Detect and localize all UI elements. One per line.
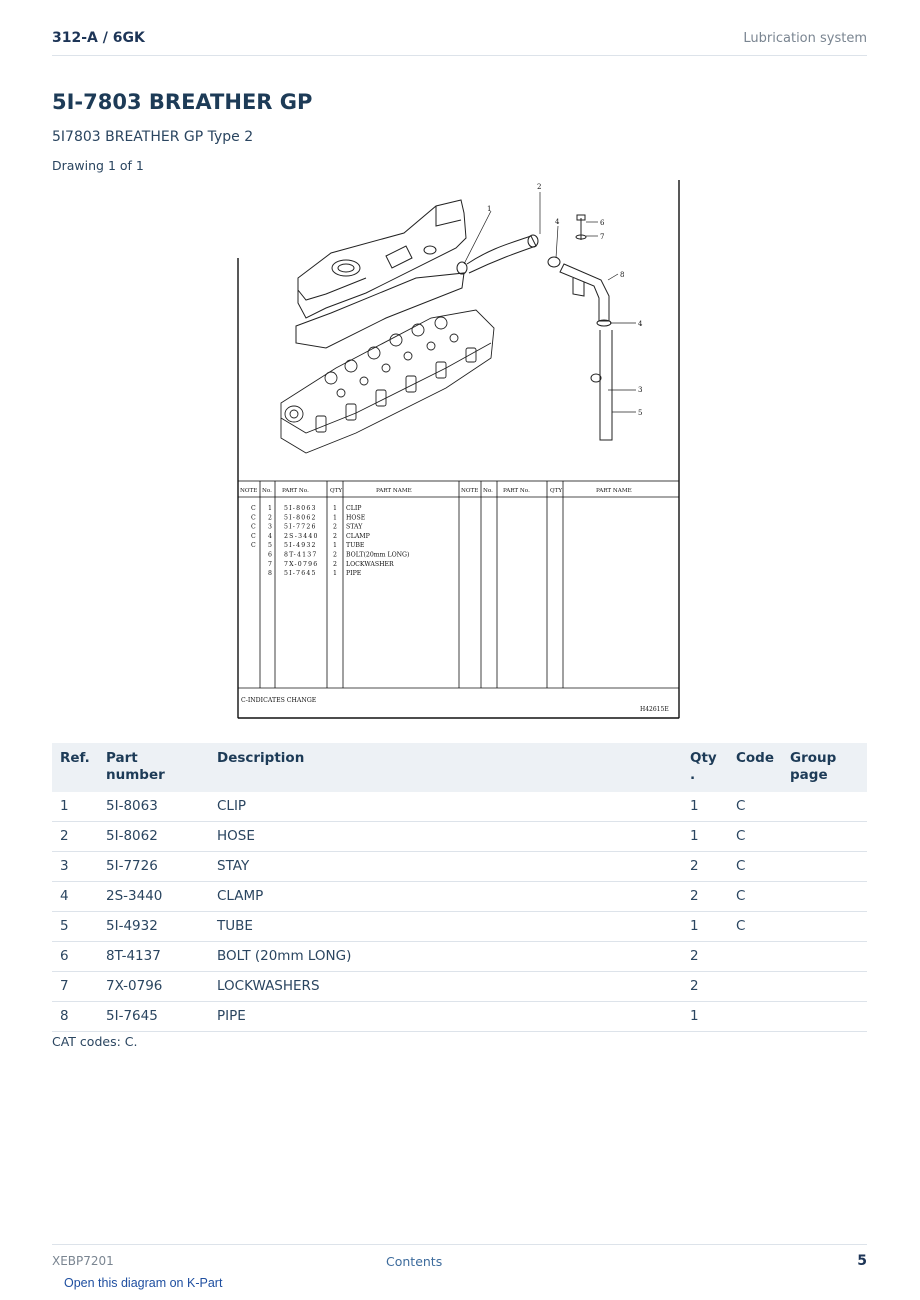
description-cell: LOCKWASHERS <box>209 972 682 1002</box>
svg-text:No.: No. <box>262 488 272 494</box>
ref-cell: 5 <box>52 912 98 942</box>
drawing-row-no: 4 <box>268 532 272 540</box>
group-page-cell <box>782 852 867 882</box>
qty-cell: 1 <box>682 1002 728 1032</box>
qty-cell: 1 <box>682 822 728 852</box>
drawing-row-qty: 2 <box>333 551 337 559</box>
parts-table-header <box>52 743 867 792</box>
section-label: Lubrication system <box>743 31 867 46</box>
col-group-page: Group page <box>782 743 867 792</box>
drawing-row-part: 8T-4137 <box>284 551 318 559</box>
breather-hose-illustration <box>457 235 560 274</box>
callout-8: 8 <box>620 271 625 279</box>
cat-codes-note: CAT codes: C. <box>52 1034 138 1049</box>
callout-6: 6 <box>600 219 605 227</box>
code-cell: C <box>728 822 782 852</box>
drawing-row-qty: 1 <box>333 542 337 550</box>
drawing-row-qty: 1 <box>333 505 337 512</box>
drawing-row-name: HOSE <box>346 514 366 522</box>
parts-table <box>52 743 867 1032</box>
part-number-cell: 5I-7645 <box>98 1002 209 1032</box>
callout-numbers <box>487 183 643 417</box>
description-cell: CLIP <box>209 792 682 822</box>
ref-cell: 7 <box>52 972 98 1002</box>
drawing-row-note: C <box>251 532 256 540</box>
drawing-row-part: 5I-7645 <box>284 570 317 578</box>
code-cell: C <box>728 912 782 942</box>
ref-cell: 1 <box>52 792 98 822</box>
code-cell <box>728 972 782 1002</box>
qty-cell: 1 <box>682 912 728 942</box>
drawing-row-no: 3 <box>268 523 272 531</box>
callout-4b: 4 <box>638 320 643 328</box>
drawing-row-qty: 1 <box>333 570 337 578</box>
table-row <box>52 912 867 942</box>
description-cell: HOSE <box>209 822 682 852</box>
diagram-frame <box>238 180 679 718</box>
page-number: 5 <box>857 1253 867 1269</box>
callout-4a: 4 <box>555 218 560 226</box>
drawing-row-part: 7X-0796 <box>284 560 319 568</box>
group-page-cell <box>782 972 867 1002</box>
part-number-cell: 7X-0796 <box>98 972 209 1002</box>
ref-cell: 3 <box>52 852 98 882</box>
drawing-row-part: 5I-4932 <box>284 542 317 550</box>
drawing-row-qty: 2 <box>333 523 337 531</box>
code-cell: C <box>728 852 782 882</box>
col-code: Code <box>728 743 782 792</box>
drawing-row-name: PIPE <box>346 570 362 578</box>
drawing-id: H42615E <box>640 706 669 713</box>
svg-text:PART NAME: PART NAME <box>376 488 412 494</box>
drawing-row-name: BOLT(20mm LONG) <box>346 551 410 559</box>
description-cell: STAY <box>209 852 682 882</box>
svg-text:NOTE: NOTE <box>240 488 258 494</box>
group-page-cell <box>782 942 867 972</box>
col-description: Description <box>209 743 682 792</box>
drawing-row-qty: 1 <box>333 514 337 522</box>
callout-3: 3 <box>638 386 643 394</box>
group-page-cell <box>782 792 867 822</box>
drawing-row-part: 2S-3440 <box>284 532 319 540</box>
col-part-number: Part number <box>98 743 209 792</box>
drawing-row-no: 7 <box>268 560 272 568</box>
qty-cell: 1 <box>682 792 728 822</box>
drawing-row-part: 5I-8063 <box>284 505 317 512</box>
ref-cell: 8 <box>52 1002 98 1032</box>
drawing-row-no: 2 <box>268 514 272 522</box>
part-number-cell: 5I-4932 <box>98 912 209 942</box>
description-cell: PIPE <box>209 1002 682 1032</box>
drawing-row-no: 5 <box>268 542 272 550</box>
drawing-row-name: TUBE <box>346 542 365 550</box>
table-row <box>52 1002 867 1032</box>
part-number-cell: 5I-8062 <box>98 822 209 852</box>
callout-leaders <box>464 192 636 412</box>
part-number-cell: 5I-8063 <box>98 792 209 822</box>
change-note: C-INDICATES CHANGE <box>241 697 317 704</box>
col-qty: Qty . <box>682 743 728 792</box>
svg-text:QTY: QTY <box>330 488 343 494</box>
description-cell: TUBE <box>209 912 682 942</box>
description-cell: CLAMP <box>209 882 682 912</box>
part-number-cell: 5I-7726 <box>98 852 209 882</box>
drawing-row-no: 6 <box>268 551 272 559</box>
part-number-cell: 2S-3440 <box>98 882 209 912</box>
table-row <box>52 972 867 1002</box>
cylinder-head-illustration <box>281 310 494 453</box>
model-label: 312-A / 6GK <box>52 30 145 46</box>
description-cell: BOLT (20mm LONG) <box>209 942 682 972</box>
rocker-cover-illustration <box>296 200 466 348</box>
group-page-cell <box>782 882 867 912</box>
drawing-row-qty: 2 <box>333 532 337 540</box>
code-cell <box>728 942 782 972</box>
callout-5: 5 <box>638 409 643 417</box>
table-row <box>52 792 867 822</box>
page-title: 5I-7803 BREATHER GP <box>52 90 313 114</box>
drawing-row-name: LOCKWASHER <box>346 560 394 568</box>
drawing-row-no: 8 <box>268 570 272 578</box>
drawing-row-qty: 2 <box>333 560 337 568</box>
qty-cell: 2 <box>682 942 728 972</box>
table-row <box>52 882 867 912</box>
open-kpart-link[interactable]: Open this diagram on K-Part <box>64 1276 223 1290</box>
drawing-row-name: STAY <box>346 523 363 531</box>
callout-7: 7 <box>600 233 605 241</box>
qty-cell: 2 <box>682 852 728 882</box>
col-ref: Ref. <box>52 743 98 792</box>
drawing-row-name: CLIP <box>346 505 362 512</box>
document-id: XEBP7201 <box>52 1254 114 1268</box>
qty-cell: 2 <box>682 882 728 912</box>
svg-text:NOTE: NOTE <box>461 488 479 494</box>
drawing-table-headers <box>240 488 632 494</box>
group-page-cell <box>782 1002 867 1032</box>
code-cell: C <box>728 792 782 822</box>
svg-text:QTY: QTY <box>550 488 563 494</box>
group-page-cell <box>782 822 867 852</box>
part-number-cell: 8T-4137 <box>98 942 209 972</box>
drawing-row-no: 1 <box>268 505 272 512</box>
drawing-row-note: C <box>251 542 256 550</box>
page-header <box>52 28 867 56</box>
ref-cell: 6 <box>52 942 98 972</box>
svg-text:PART No.: PART No. <box>282 488 309 494</box>
drawing-row-note: C <box>251 505 256 512</box>
drawing-row-part: 5I-8062 <box>284 514 317 522</box>
svg-text:No.: No. <box>483 488 493 494</box>
callout-1: 1 <box>487 205 492 213</box>
code-cell: C <box>728 882 782 912</box>
code-cell <box>728 1002 782 1032</box>
table-row <box>52 942 867 972</box>
drawing-row-name: CLAMP <box>346 532 370 540</box>
breather-pipe-illustration <box>560 215 612 440</box>
callout-2: 2 <box>537 183 542 191</box>
drawing-count: Drawing 1 of 1 <box>52 158 144 173</box>
drawing-row-part: 5I-7726 <box>284 523 317 531</box>
page-footer <box>52 1244 867 1275</box>
svg-text:PART No.: PART No. <box>503 488 530 494</box>
drawing-row-note: C <box>251 523 256 531</box>
table-row <box>52 822 867 852</box>
contents-link[interactable]: Contents <box>386 1254 443 1269</box>
ref-cell: 2 <box>52 822 98 852</box>
qty-cell: 2 <box>682 972 728 1002</box>
drawing-row-note: C <box>251 514 256 522</box>
parts-diagram <box>236 178 684 723</box>
svg-text:PART NAME: PART NAME <box>596 488 632 494</box>
page-subtitle: 5I7803 BREATHER GP Type 2 <box>52 129 254 145</box>
table-row <box>52 852 867 882</box>
group-page-cell <box>782 912 867 942</box>
ref-cell: 4 <box>52 882 98 912</box>
